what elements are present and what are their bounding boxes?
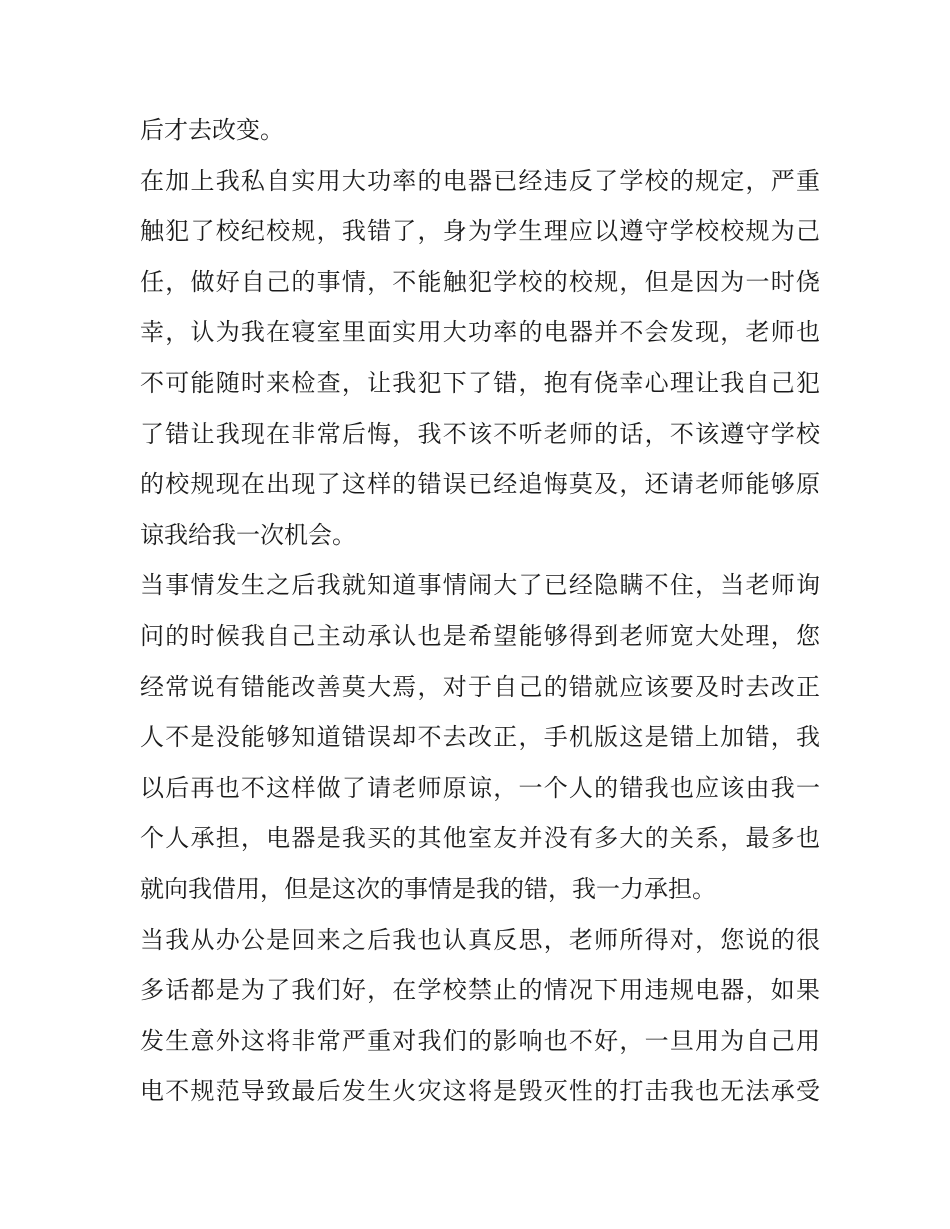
text-line: 不可能随时来检查，让我犯下了错，抱有侥幸心理让我自己犯 [140, 368, 820, 397]
text-line: 后才去改变。 [140, 116, 284, 144]
text-line: 当事情发生之后我就知道事情闹大了已经隐瞒不住，当老师询 [140, 571, 820, 600]
text-line: 个人承担，电器是我买的其他室友并没有多大的关系，最多也 [140, 824, 820, 853]
text-line: 任，做好自己的事情，不能触犯学校的校规，但是因为一时侥 [140, 267, 820, 296]
text-line: 发生意外这将非常严重对我们的影响也不好，一旦用为自己用 [140, 1026, 820, 1055]
text-line: 人不是没能够知道错误却不去改正，手机版这是错上加错，我 [140, 723, 820, 752]
document-body [140, 105, 820, 1117]
text-line: 以后再也不这样做了请老师原谅，一个人的错我也应该由我一 [140, 773, 820, 802]
text-line: 问的时候我自己主动承认也是希望能够得到老师宽大处理，您 [140, 621, 820, 650]
text-line: 的校规现在出现了这样的错误已经追悔莫及，还请老师能够原 [140, 470, 820, 499]
text-line: 多话都是为了我们好，在学校禁止的情况下用违规电器，如果 [140, 976, 820, 1005]
text-line: 谅我给我一次机会。 [140, 520, 356, 549]
text-line: 在加上我私自实用大功率的电器已经违反了学校的规定，严重 [140, 166, 820, 195]
text-line: 就向我借用，但是这次的事情是我的错，我一力承担。 [140, 874, 716, 903]
text-line: 幸，认为我在寝室里面实用大功率的电器并不会发现，老师也 [140, 318, 820, 347]
text-line: 经常说有错能改善莫大焉，对于自己的错就应该要及时去改正 [140, 672, 820, 701]
text-line: 触犯了校纪校规，我错了，身为学生理应以遵守学校校规为己 [140, 217, 820, 246]
text-line: 了错让我现在非常后悔，我不该不听老师的话，不该遵守学校 [140, 419, 820, 448]
text-line: 当我从办公是回来之后我也认真反思，老师所得对，您说的很 [140, 925, 820, 954]
text-line: 电不规范导致最后发生火灾这将是毁灭性的打击我也无法承受 [140, 1077, 820, 1106]
